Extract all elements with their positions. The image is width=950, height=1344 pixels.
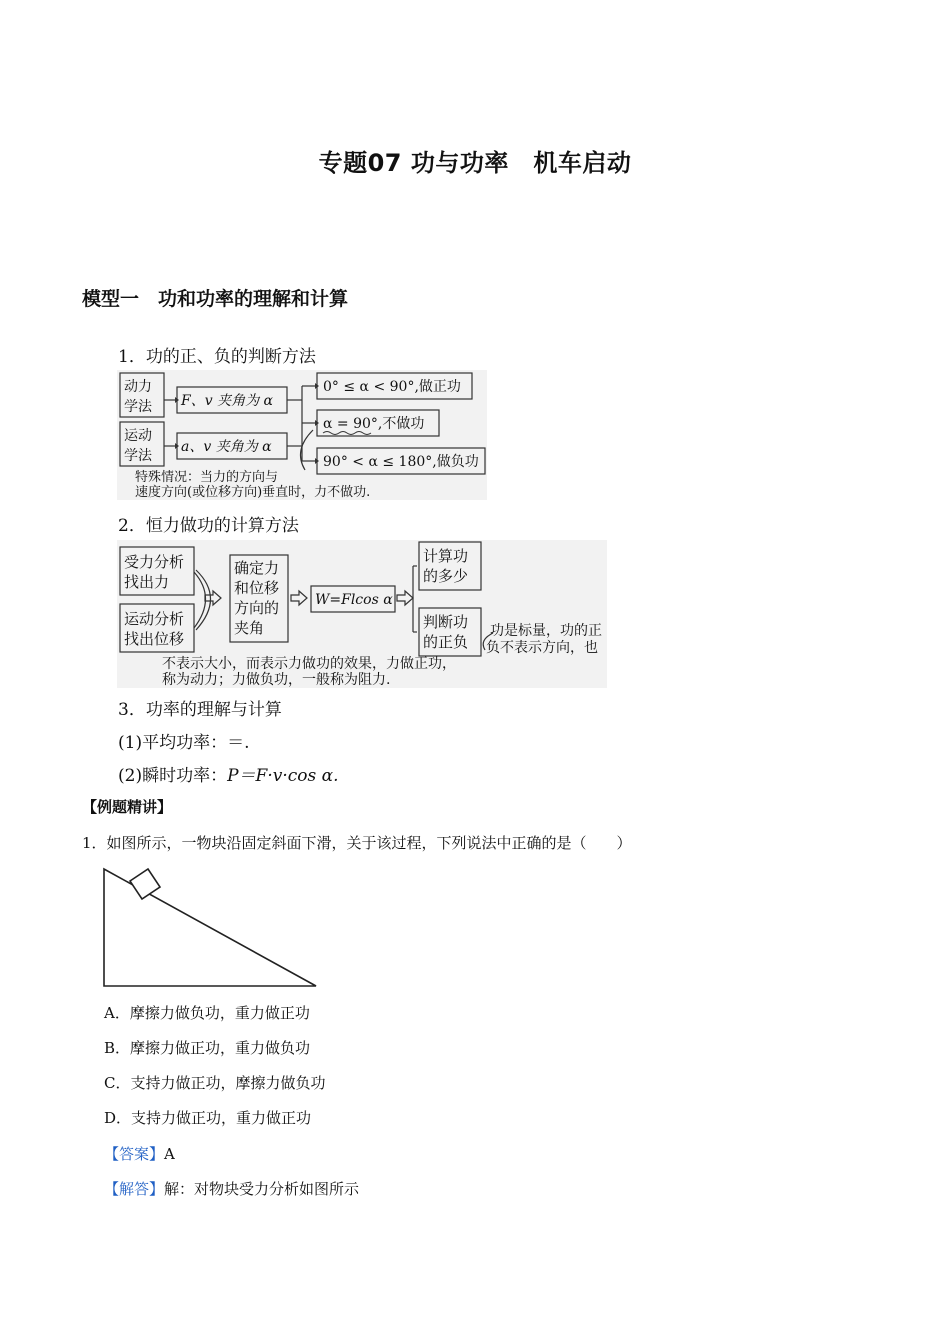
diagram2-angle-line1: 确定力 [234,559,280,577]
option-a: A．摩擦力做负功，重力做正功 [104,1004,310,1022]
diagram2-side-note-line2: 负不表示方向，也 [486,640,598,656]
diagram1-left-box-2-line1: 运动 [124,428,152,444]
option-d: D．支持力做正功，重力做正功 [104,1109,312,1127]
examples-heading: 【例题精讲】 [82,798,173,816]
diagram2-angle-line4: 夹角 [234,619,265,637]
diagram2-sign-line2: 的正负 [423,633,469,651]
section-2-heading: 2．恒力做功的计算方法 [118,516,299,536]
answer-line [104,1143,175,1164]
diagram1-left-box-2-line2: 学法 [124,448,152,464]
diagram1-note-line1: 特殊情况：当力的方向与 [135,470,279,485]
solution-line [104,1178,359,1199]
diagram1-left-box-1-line2: 学法 [124,399,152,415]
solution-text: 解：对物块受力分析如图所示 [164,1180,360,1198]
diagram2-angle-line3: 方向的 [234,599,280,617]
section-3-heading: 3．功率的理解与计算 [118,700,282,720]
instant-power-label: (2)瞬时功率： [118,766,228,786]
diagram2-amount-line1: 计算功 [423,547,469,565]
instant-power [118,761,339,786]
diagram2-motion-line2: 找出位移 [124,630,185,648]
option-b: B．摩擦力做正功，重力做负功 [104,1039,311,1057]
diagram2-bottom-note-line1: 不表示大小，而表示力做功的效果，力做正功， [162,656,456,672]
diagram1-right-box-1: 0° ≤ α < 90°,做正功 [323,379,461,395]
diagram2-amount-line2: 的多少 [423,567,469,585]
diagram2-motion-line1: 运动分析 [124,610,185,628]
instant-power-formula: P＝F·v·cos α. [227,766,339,786]
diagram1-right-box-2: α = 90°,不做功 [323,416,425,432]
diagram2-angle-line2: 和位移 [234,579,280,597]
model-heading: 模型一 功和功率的理解和计算 [82,288,349,310]
diagram1-note-line2: 速度方向(或位移方向)垂直时，力不做功. [135,485,371,500]
diagram2-bottom-note-line2: 称为动力；力做负功，一般称为阻力. [162,672,391,688]
incline-figure [100,865,322,990]
average-power: (1)平均功率：＝. [118,733,250,753]
page-title: 专题07 功与功率 机车启动 [318,149,632,177]
diagram2-side-note-line1: 功是标量，功的正 [490,623,602,639]
section-1-heading: 1．功的正、负的判断方法 [118,347,316,367]
diagram2-force-line2: 找出力 [124,573,170,591]
diagram2-force-line1: 受力分析 [124,553,185,571]
work-calculation-diagram [117,540,607,688]
diagram1-left-box-1-line1: 动力 [124,379,152,395]
diagram2-formula: W=Flcos α [315,592,393,608]
work-sign-diagram [117,370,487,500]
solution-tag: 【解答】 [104,1180,165,1198]
diagram2-sign-line1: 判断功 [423,613,469,631]
answer-tag: 【答案】 [104,1145,165,1163]
diagram1-mid-box-2: a、v 夹角为 α [181,439,272,455]
question-1-stem: 1．如图所示，一物块沿固定斜面下滑，关于该过程，下列说法中正确的是（ ） [82,834,632,852]
answer-value: A [164,1145,175,1163]
option-c: C．支持力做正功，摩擦力做负功 [104,1074,326,1092]
diagram1-mid-box-1: F、v 夹角为 α [181,393,273,409]
diagram1-right-box-3: 90° < α ≤ 180°,做负功 [323,454,479,470]
